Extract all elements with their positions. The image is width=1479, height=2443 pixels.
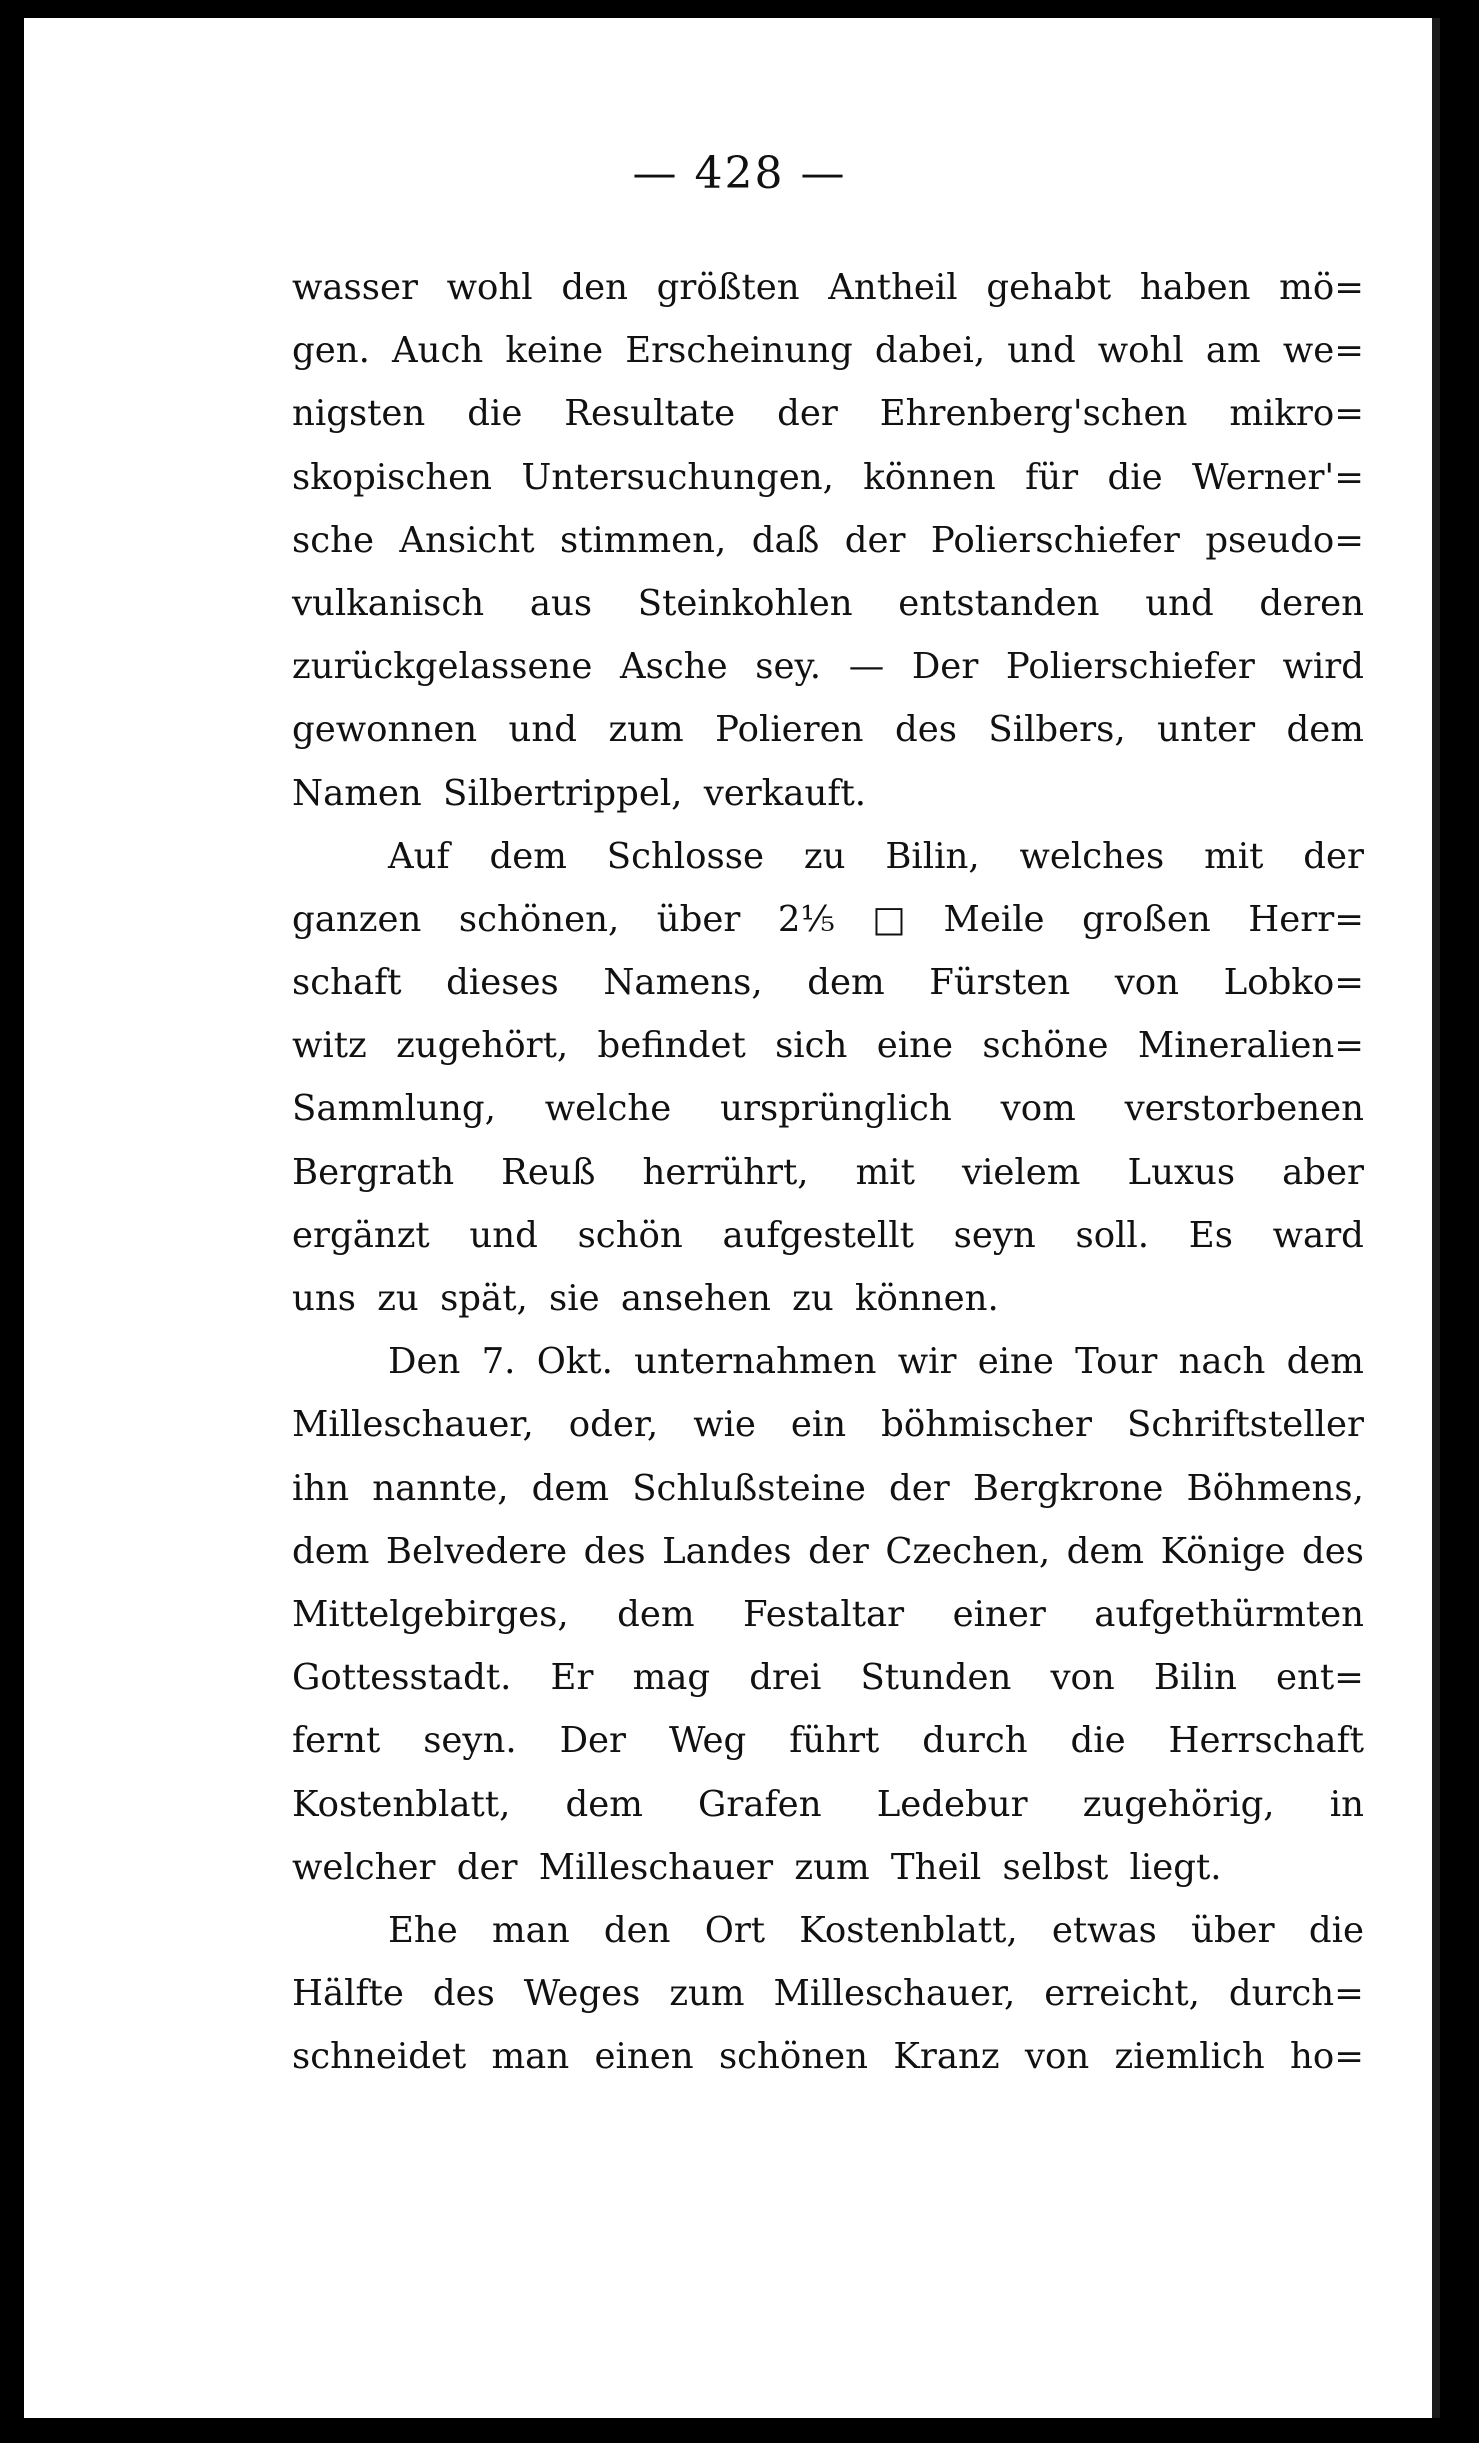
word: großen xyxy=(1082,898,1211,940)
word: dieses xyxy=(446,962,559,1004)
word: und xyxy=(1007,330,1076,372)
word: Weges xyxy=(523,1973,641,2015)
word: dem xyxy=(489,835,567,877)
word: unternahmen xyxy=(634,1341,877,1383)
word: zum xyxy=(669,1973,745,2015)
word: Bilin xyxy=(1153,1657,1237,1699)
word: soll. xyxy=(1075,1214,1150,1256)
word: Auf xyxy=(388,835,450,877)
word: man xyxy=(492,1909,570,1951)
word: welches xyxy=(1019,835,1165,877)
word: der xyxy=(777,393,838,435)
word: Ehrenberg'schen xyxy=(879,393,1188,435)
word: wird xyxy=(1282,646,1364,688)
word: gehabt xyxy=(986,267,1112,308)
text-line xyxy=(292,256,1364,319)
word: von xyxy=(1114,962,1180,1004)
word: Herr= xyxy=(1248,898,1364,940)
word: Untersuchungen, xyxy=(521,456,834,498)
word: oder, xyxy=(568,1404,659,1446)
word: Kostenblatt, xyxy=(799,1909,1018,1951)
word: Resultate xyxy=(564,393,736,435)
word: Polieren xyxy=(715,709,864,751)
word: über xyxy=(1191,1909,1275,1951)
word: Mineralien= xyxy=(1137,1025,1364,1067)
word: ziemlich xyxy=(1114,2036,1265,2078)
word: schaft xyxy=(292,962,402,1004)
word: dabei, xyxy=(874,330,986,372)
word: die xyxy=(1107,456,1163,498)
word: Werner'= xyxy=(1192,456,1364,498)
word: gen. xyxy=(292,330,370,372)
word: wie xyxy=(693,1404,756,1446)
word: der xyxy=(1303,835,1364,877)
word: entstanden xyxy=(898,582,1100,624)
word: sche xyxy=(292,519,374,561)
word: durch= xyxy=(1228,1973,1364,2015)
word: Den xyxy=(388,1341,461,1383)
text-line: welcher der Milleschauer zum Theil selbst liegt. xyxy=(292,1846,1222,1888)
word: schöne xyxy=(982,1025,1109,1067)
text-line: uns zu spät, sie ansehen zu können. xyxy=(292,1278,999,1319)
word: mit xyxy=(1204,835,1264,877)
word: Luxus xyxy=(1127,1151,1236,1193)
word: we= xyxy=(1282,330,1364,372)
word: verstorbenen xyxy=(1124,1088,1364,1130)
word: Erscheinung xyxy=(625,330,853,372)
word: mit xyxy=(855,1151,915,1193)
text-line xyxy=(292,1457,1364,1520)
word: der xyxy=(844,519,906,561)
word: dem xyxy=(617,1593,695,1635)
text-line xyxy=(292,825,1364,888)
word: dem xyxy=(1286,709,1364,751)
word: deren xyxy=(1259,582,1364,624)
word: führt xyxy=(789,1720,880,1762)
word: und xyxy=(469,1214,538,1256)
word: Schlosse xyxy=(606,835,765,877)
word: welche xyxy=(544,1088,672,1130)
word: Er xyxy=(550,1657,594,1699)
word: zugehört, xyxy=(396,1025,569,1067)
word: ganzen xyxy=(292,898,422,940)
word: den xyxy=(561,267,628,308)
word: zu xyxy=(803,835,846,877)
word: skopischen xyxy=(292,456,493,498)
word: durch xyxy=(922,1720,1028,1762)
word: ursprünglich xyxy=(720,1088,952,1130)
text-line xyxy=(292,1773,1364,1836)
text-line xyxy=(292,446,1364,509)
word: Namens, xyxy=(603,962,763,1004)
word: des xyxy=(432,1973,495,2015)
word: gewonnen xyxy=(292,709,478,751)
text-line xyxy=(292,1204,1364,1267)
word: zugehörig, xyxy=(1082,1783,1275,1825)
word: stimmen, xyxy=(559,519,727,561)
body-text xyxy=(292,256,1364,2088)
text-line xyxy=(292,951,1364,1014)
page-edge-shadow xyxy=(1432,18,1440,2418)
word: keine xyxy=(505,330,604,372)
word: Landes xyxy=(662,1530,792,1572)
text-line xyxy=(292,1646,1364,1709)
word: vielem xyxy=(962,1151,1081,1193)
word: Mittelgebirges, xyxy=(292,1593,569,1635)
word: ent= xyxy=(1276,1657,1364,1699)
word: größten xyxy=(656,267,800,308)
word: aber xyxy=(1282,1151,1364,1193)
word: dem xyxy=(807,962,885,1004)
word: schönen, xyxy=(458,898,620,940)
word: des xyxy=(1301,1530,1364,1572)
word: □ xyxy=(872,898,906,940)
word: Stunden xyxy=(860,1657,1012,1699)
word: den xyxy=(603,1909,671,1951)
word: wir xyxy=(897,1341,957,1383)
word: Polierschiefer xyxy=(930,519,1180,561)
word: die xyxy=(1308,1909,1364,1951)
word: man xyxy=(491,2036,570,2078)
text-line xyxy=(292,1709,1364,1772)
word: pseudo= xyxy=(1205,519,1364,561)
word: wohl xyxy=(446,267,533,308)
text-line xyxy=(292,572,1364,635)
word: sey. xyxy=(755,646,822,688)
word: für xyxy=(1025,456,1079,498)
word: schneidet xyxy=(292,2036,467,2078)
word: über xyxy=(656,898,741,940)
word: dem xyxy=(292,1530,370,1572)
word: Milleschauer, xyxy=(292,1404,534,1446)
word: ho= xyxy=(1290,2036,1364,2078)
word: dem xyxy=(1286,1341,1364,1383)
word: Tour xyxy=(1075,1341,1158,1383)
word: Steinkohlen xyxy=(637,582,853,624)
text-line xyxy=(292,698,1364,761)
word: fernt xyxy=(292,1720,381,1762)
word: Czechen, xyxy=(885,1530,1051,1572)
word: Polierschiefer xyxy=(1005,646,1255,688)
word: Lobko= xyxy=(1223,962,1364,1004)
text-line xyxy=(292,1330,1364,1393)
word: Hälfte xyxy=(292,1973,404,2015)
word: Herrschaft xyxy=(1168,1720,1364,1762)
text-line xyxy=(292,1077,1364,1140)
text-line xyxy=(292,635,1364,698)
word: dem xyxy=(531,1467,610,1509)
word: haben xyxy=(1139,267,1251,308)
word: zurückgelassene xyxy=(292,646,593,688)
word: Ehe xyxy=(388,1909,458,1951)
word: Festaltar xyxy=(743,1593,905,1635)
text-line xyxy=(292,1583,1364,1646)
word: Grafen xyxy=(698,1783,822,1825)
text-line xyxy=(292,1520,1364,1583)
word: vulkanisch xyxy=(292,582,485,624)
word: Belvedere xyxy=(385,1530,568,1572)
word: und xyxy=(1145,582,1214,624)
word: Bilin, xyxy=(885,835,980,877)
word: drei xyxy=(749,1657,822,1699)
word: 2⅕ xyxy=(777,898,835,940)
word: ein xyxy=(790,1404,847,1446)
word: schön xyxy=(577,1214,683,1256)
word: unter xyxy=(1157,709,1256,751)
word: Meile xyxy=(943,898,1045,940)
text-line xyxy=(292,1962,1364,2025)
word: eine xyxy=(977,1341,1054,1383)
word: Könige xyxy=(1160,1530,1286,1572)
word: Kranz xyxy=(893,2036,1000,2078)
word: wasser xyxy=(292,267,418,308)
word: Milleschauer, xyxy=(773,1973,1016,2015)
word: schönen xyxy=(718,2036,869,2078)
page-number: — 428 — xyxy=(632,148,847,199)
word: sich xyxy=(775,1025,848,1067)
word: ward xyxy=(1272,1214,1364,1256)
word: eine xyxy=(876,1025,954,1067)
word: ergänzt xyxy=(292,1214,430,1256)
text-line xyxy=(292,888,1364,951)
word: aus xyxy=(529,582,593,624)
word: ihn xyxy=(292,1467,350,1509)
text-line xyxy=(292,2025,1364,2088)
word: Der xyxy=(911,646,979,688)
word: Auch xyxy=(392,330,484,372)
text-line xyxy=(292,1141,1364,1204)
word: nannte, xyxy=(372,1467,509,1509)
word: — xyxy=(848,646,885,688)
word: seyn. xyxy=(423,1720,517,1762)
word: der xyxy=(889,1467,950,1509)
word: nigsten xyxy=(292,393,426,435)
word: mö= xyxy=(1279,267,1364,308)
word: Weg xyxy=(668,1720,747,1762)
word: von xyxy=(1024,2036,1090,2078)
word: vom xyxy=(1000,1088,1076,1130)
word: seyn xyxy=(953,1214,1036,1256)
word: einen xyxy=(594,2036,694,2078)
text-line xyxy=(292,1014,1364,1077)
word: böhmischer xyxy=(881,1404,1093,1446)
word: am xyxy=(1205,330,1261,372)
word: Asche xyxy=(620,646,728,688)
word: Der xyxy=(559,1720,627,1762)
word: in xyxy=(1329,1783,1364,1825)
word: zum xyxy=(608,709,684,751)
word: aufgethürmten xyxy=(1094,1593,1364,1635)
text-line xyxy=(292,1899,1364,1962)
word: Gottesstadt. xyxy=(292,1657,512,1699)
word: die xyxy=(1070,1720,1126,1762)
word: Es xyxy=(1188,1214,1233,1256)
word: Böhmens, xyxy=(1186,1467,1364,1509)
word: der xyxy=(808,1530,869,1572)
word: von xyxy=(1050,1657,1115,1699)
word: mag xyxy=(632,1657,711,1699)
word: Ansicht xyxy=(399,519,535,561)
word: witz xyxy=(292,1025,367,1067)
word: und xyxy=(508,709,577,751)
word: nach xyxy=(1178,1341,1266,1383)
word: des xyxy=(583,1530,646,1572)
word: Sammlung, xyxy=(292,1088,496,1130)
word: Antheil xyxy=(828,267,958,308)
word: Okt. xyxy=(536,1341,613,1383)
word: Schlußsteine xyxy=(632,1467,866,1509)
word: des xyxy=(894,709,957,751)
text-line xyxy=(292,1393,1364,1456)
word: befindet xyxy=(597,1025,746,1067)
word: erreicht, xyxy=(1044,1973,1200,2015)
word: daß xyxy=(751,519,820,561)
word: können xyxy=(863,456,996,498)
word: 7. xyxy=(481,1341,516,1383)
word: einer xyxy=(952,1593,1046,1635)
text-line xyxy=(292,382,1364,445)
word: Ledebur xyxy=(876,1783,1028,1825)
word: dem xyxy=(1066,1530,1145,1572)
word: Bergrath xyxy=(292,1151,455,1193)
word: Kostenblatt, xyxy=(292,1783,511,1825)
word: dem xyxy=(565,1783,643,1825)
word: Schriftsteller xyxy=(1127,1404,1364,1446)
word: herrührt, xyxy=(642,1151,809,1193)
word: wohl xyxy=(1097,330,1184,372)
text-line: Namen Silbertrippel, verkauft. xyxy=(292,772,867,814)
word: die xyxy=(467,393,523,435)
word: Fürsten xyxy=(929,962,1071,1004)
text-line xyxy=(292,319,1364,382)
word: Ort xyxy=(704,1909,766,1951)
word: Bergkrone xyxy=(972,1467,1164,1509)
word: aufgestellt xyxy=(722,1214,914,1256)
text-line xyxy=(292,509,1364,572)
word: mikro= xyxy=(1229,393,1364,435)
word: etwas xyxy=(1051,1909,1157,1951)
word: Silbers, xyxy=(988,709,1126,751)
word: Reuß xyxy=(501,1151,596,1193)
